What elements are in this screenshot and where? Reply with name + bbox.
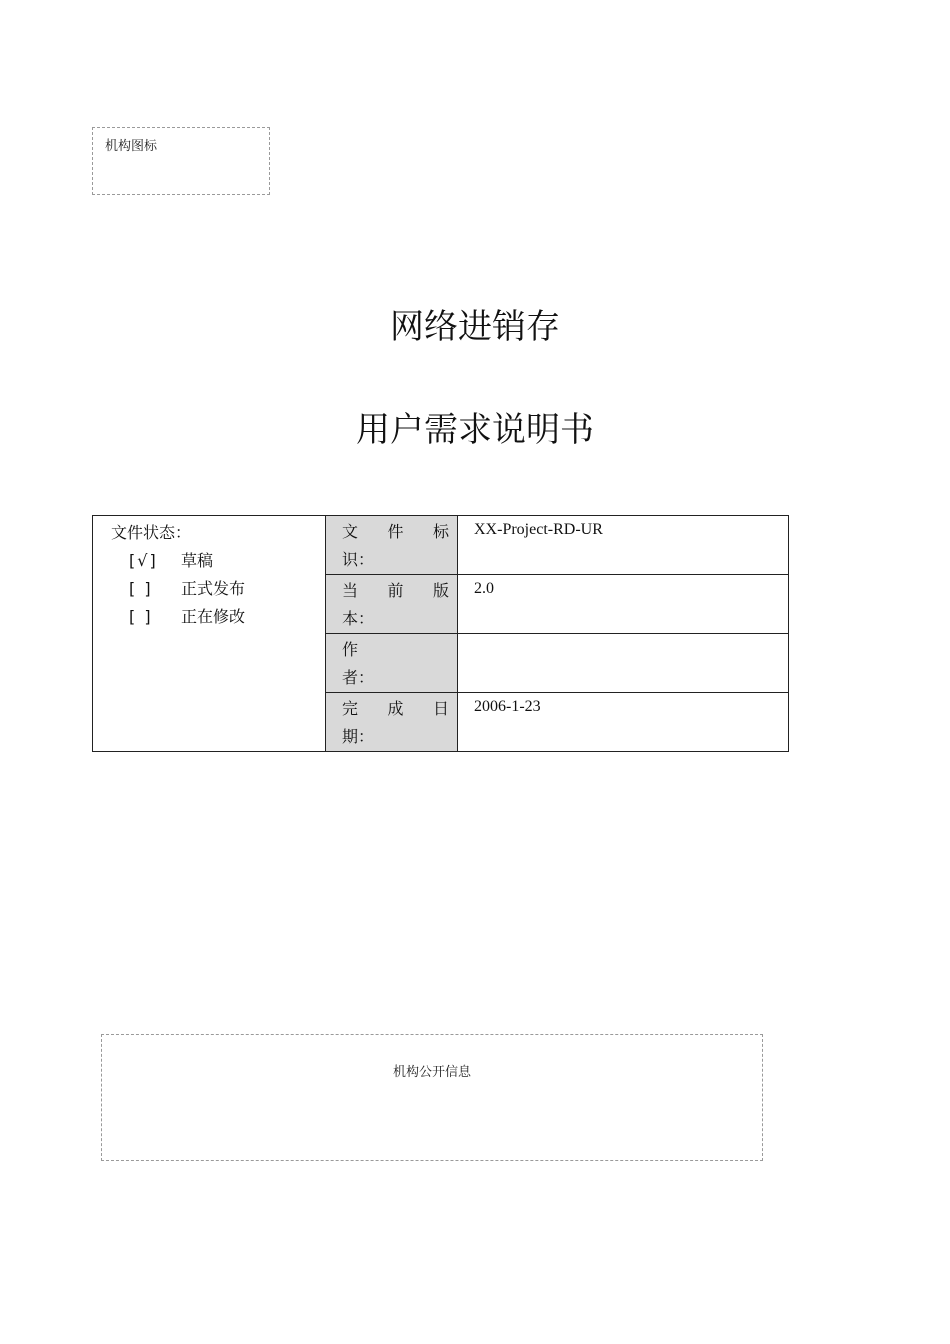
status-label: 正式发布 [181,579,246,598]
document-subtitle: 用户需求说明书 [356,410,594,450]
label-line2: 者： [342,668,375,687]
field-label-author [326,634,458,693]
label-char: 作 [342,640,359,659]
document-title: 网络进销存 [390,307,560,347]
organization-logo-placeholder [92,127,270,195]
field-value-document-id: XX-Project-RD-UR [458,516,789,575]
label-char: 当 [342,581,359,600]
status-label: 正在修改 [181,607,246,626]
status-option-draft [129,547,325,575]
field-label-completion-date [326,693,458,752]
label-line2: 本： [342,609,375,628]
status-option-modifying [129,603,325,631]
label-line2: 期： [342,727,375,746]
footer-placeholder-text: 机构公开信息 [392,1065,471,1080]
label-char: 完 [342,699,359,718]
logo-placeholder-text: 机构图标 [105,139,158,154]
status-label: 草稿 [181,551,214,570]
status-checkbox: [ ] [129,579,153,598]
label-char: 文 [342,522,359,541]
field-value-author [458,634,789,693]
field-value-version: 2.0 [458,575,789,634]
field-value-completion-date: 2006-1-23 [458,693,789,752]
field-label-version [326,575,458,634]
status-checkbox: [√] [129,551,158,570]
document-info-table [92,515,789,752]
label-char: 版 [432,581,449,600]
label-char: 标 [432,522,449,541]
label-char: 前 [387,581,404,600]
file-status-cell [93,516,326,752]
label-char: 日 [432,699,449,718]
label-char: 件 [387,522,404,541]
status-option-released [129,575,325,603]
field-label-document-id [326,516,458,575]
label-line2: 识： [342,550,375,569]
organization-public-info-placeholder [101,1034,763,1161]
file-status-heading: 文件状态： [111,523,192,542]
status-checkbox: [ ] [129,607,153,626]
label-char: 成 [387,699,404,718]
